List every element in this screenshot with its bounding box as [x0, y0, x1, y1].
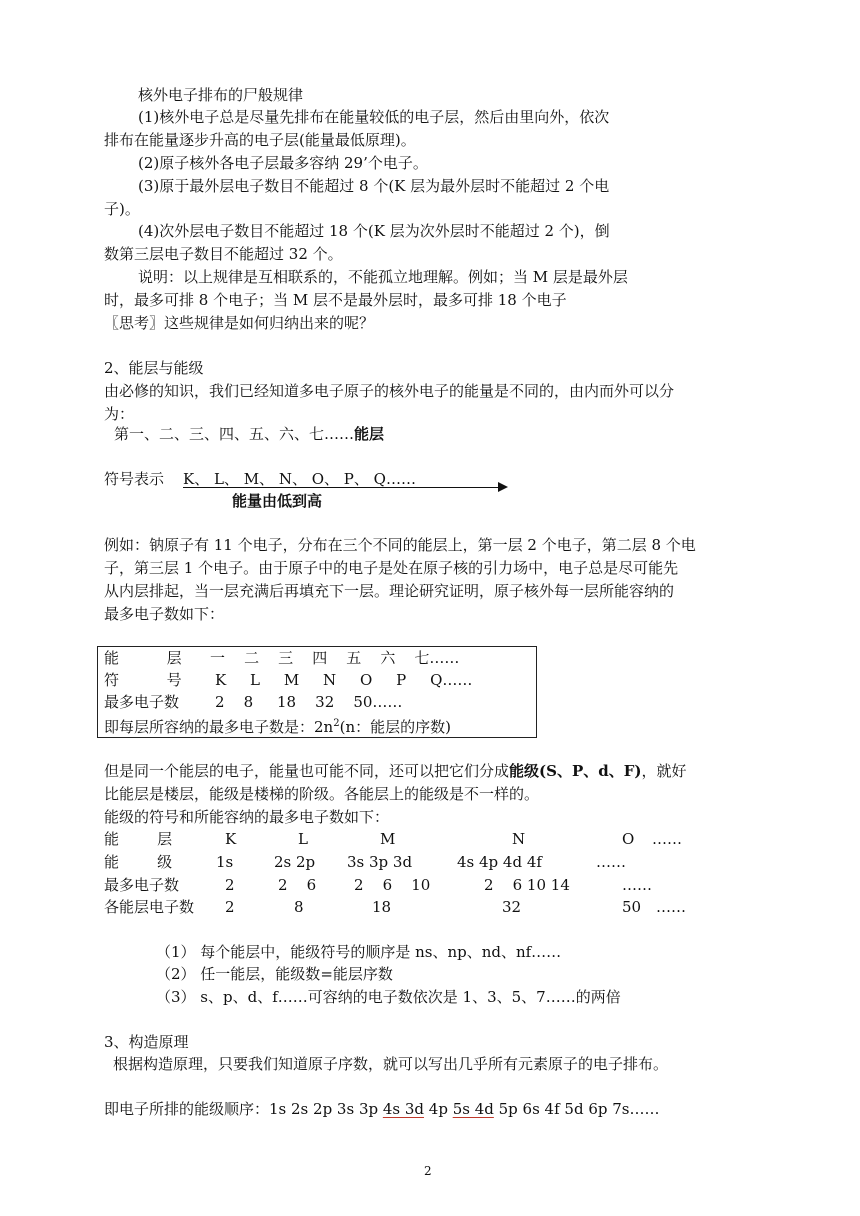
think-question: 〖思考〗这些规律是如何归纳出来的呢？: [104, 314, 375, 332]
table-r3-c3: 2 6 10 14: [484, 876, 570, 894]
section-2-intro-2: 为：: [104, 405, 135, 423]
rules-title: 核外电子排布的尸般规律: [138, 86, 304, 104]
table-r4-c2: 18: [372, 898, 392, 916]
sublevel-para-line-1: [104, 760, 686, 782]
layers-list: 第一、二、三、四、五、六、七……: [114, 425, 355, 443]
table-r3-c1: 2 6: [278, 876, 317, 894]
aufbau-order-underline-2: 5s 4d: [452, 1100, 494, 1118]
table-r1-c1: L: [298, 830, 308, 848]
layers-line: [114, 423, 384, 445]
box-row-1-values: 一 二 三 四 五 六 七……: [210, 649, 460, 667]
table-r1-c3: N: [512, 830, 526, 848]
energy-arrow-line: [183, 487, 501, 488]
aufbau-order: [104, 1098, 659, 1120]
example-line-3: 从内层排起，当一层充满后再填充下一层。理论研究证明，原子核外每一层所能容纳的: [104, 582, 675, 600]
note-line-2: 时，最多可排 8 个电子；当 M 层不是最外层时，最多可排 18 个电子: [104, 291, 567, 309]
box-row-2-label: 符 号: [104, 671, 182, 689]
note-line-1: 说明：以上规律是互相联系的，不能孤立地理解。例如；当 M 层是最外层: [138, 268, 628, 286]
table-r4-label: 各能层电子数: [104, 898, 195, 916]
table-r3-c0: 2: [225, 876, 235, 894]
note-2: （2） 任一能层，能级数=能层序数: [156, 965, 393, 983]
layers-bold: 能层: [354, 425, 385, 443]
rule-4-line-2: 数第三层电子数目不能超过 32 个。: [104, 245, 343, 263]
table-r2-c2: 3s 3p 3d: [347, 853, 413, 871]
note-3: （3） s、p、d、f……可容纳的电子数依次是 1、3、5、7……的两倍: [156, 988, 621, 1006]
box-formula-sup: 2: [333, 718, 340, 729]
table-r2-label: 能 级: [104, 853, 173, 871]
sublevel-para-line-2: 比能层是楼层，能级是楼梯的阶级。各能层上的能级是不一样的。: [104, 785, 540, 803]
table-r1-c0: K: [225, 830, 237, 848]
table-r2-c1: 2s 2p: [274, 853, 316, 871]
symbol-label: 符号表示: [104, 470, 165, 488]
table-r3-c4: ……: [622, 876, 652, 894]
box-formula-pre: 即每层所容纳的最多电子数是：2n: [104, 718, 334, 736]
aufbau-order-pre: 即电子所排的能级顺序：1s 2s 2p 3s 3p: [104, 1100, 383, 1118]
aufbau-order-post: 5p 6s 4f 5d 6p 7s……: [493, 1100, 660, 1118]
table-r1-c2: M: [380, 830, 396, 848]
example-line-4: 最多电子数如下：: [104, 605, 225, 623]
box-row-3-values: 2 8 18 32 50……: [215, 693, 403, 711]
box-row-3-label: 最多电子数: [104, 693, 180, 711]
table-r3-label: 最多电子数: [104, 876, 180, 894]
rule-1-line-2: 排布在能量逐步升高的电子层(能量最低原理)。: [104, 131, 416, 149]
symbol-list: K、 L、 M、 N、 O、 P、 Q……: [183, 470, 416, 488]
section-3-heading: 3、构造原理: [104, 1033, 189, 1051]
energy-arrow-head: [498, 482, 508, 492]
rule-1-line-1: (1)核外电子总是尽量先排布在能量较低的电子层，然后由里向外，依次: [138, 108, 610, 126]
rule-3-line-1: (3)原于最外层电子数目不能超过 8 个(K 层为最外层时不能超过 2 个电: [138, 177, 610, 195]
sublevel-para-line-3: 能级的符号和所能容纳的最多电子数如下：: [104, 808, 390, 826]
table-r1-c4: O: [622, 830, 635, 848]
energy-arrow-label: 能量由低到高: [232, 492, 323, 510]
rule-4-line-1: (4)次外层电子数目不能超过 18 个(K 层为次外层时不能超过 2 个)，倒: [138, 222, 610, 240]
example-line-1: 例如：钠原子有 11 个电子，分布在三个不同的能层上，第一层 2 个电子，第二层 8 个电: [104, 536, 696, 554]
section-3-line-1: 根据构造原理，只要我们知道原子序数，就可以写出几乎所有元素原子的电子排布。: [113, 1055, 669, 1073]
table-r1-c5: ……: [652, 830, 682, 848]
box-row-4: [104, 713, 451, 735]
table-r2-c0: 1s: [216, 853, 234, 871]
table-r2-c3: 4s 4p 4d 4f: [457, 853, 542, 871]
table-r3-c2: 2 6 10: [354, 876, 431, 894]
table-r4-c4: 50: [622, 898, 642, 916]
sublevel-para-bold: 能级(S、P、d、F): [509, 762, 642, 780]
box-row-2-values: K L M N O P Q……: [215, 671, 473, 689]
table-r4-c1: 8: [294, 898, 304, 916]
box-formula-post: (n：能层的序数): [339, 718, 451, 736]
example-line-2: 子，第三层 1 个电子。由于原子中的电子是处在原子核的引力场中，电子总是尽可能先: [104, 559, 679, 577]
note-1: （1） 每个能层中，能级符号的顺序是 ns、np、nd、nf……: [156, 943, 562, 961]
section-2-heading: 2、能层与能级: [104, 359, 204, 377]
section-2-intro-1: 由必修的知识，我们已经知道多电子原子的核外电子的能量是不同的，由内而外可以分: [104, 382, 675, 400]
table-r4-c3: 32: [502, 898, 522, 916]
aufbau-order-underline-1: 4s 3d: [382, 1100, 425, 1118]
box-row-1-label: 能 层: [104, 649, 182, 667]
rule-3-line-2: 子)。: [104, 200, 140, 218]
sublevel-para-post: ，就好: [641, 762, 687, 780]
page-number: 2: [424, 1164, 432, 1178]
table-r2-c4: ……: [596, 853, 626, 871]
table-r4-c5: ……: [656, 898, 686, 916]
table-r1-label: 能 层: [104, 830, 173, 848]
aufbau-order-mid: 4p: [424, 1100, 453, 1118]
sublevel-para-pre: 但是同一个能层的电子，能量也可能不同，还可以把它们分成: [104, 762, 510, 780]
table-r4-c0: 2: [225, 898, 235, 916]
rule-2: (2)原子核外各电子层最多容纳 29’个电子。: [138, 154, 428, 172]
